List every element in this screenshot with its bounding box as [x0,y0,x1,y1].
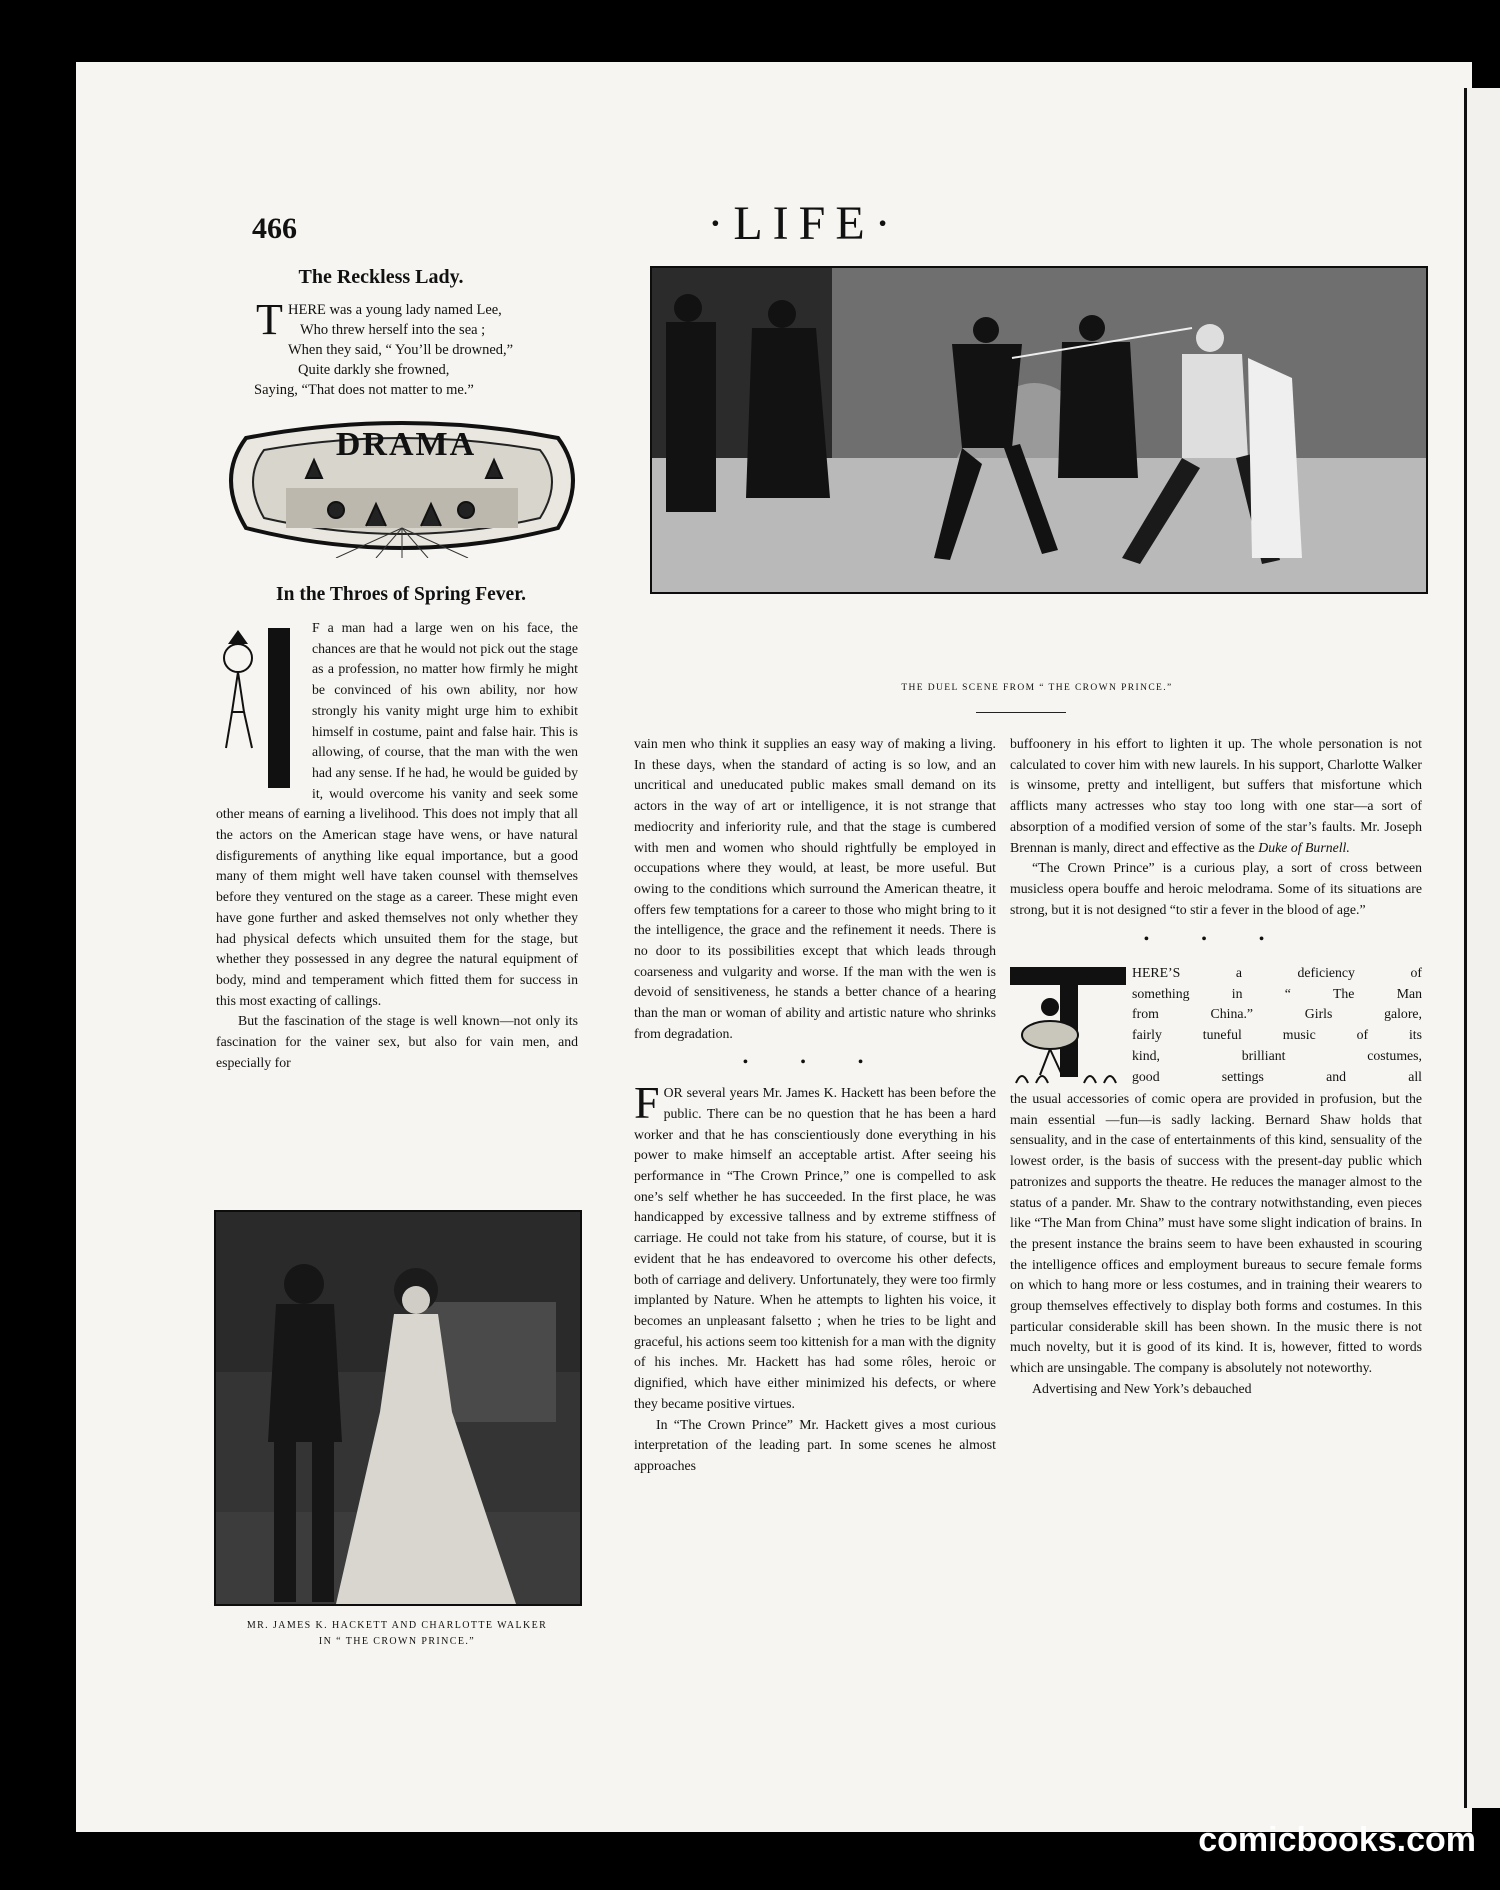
dropcap-block [1010,963,1422,1089]
poem-line: When they said, “ You’ll be drowned,” [288,342,514,358]
paragraph: But the fascination of the stage is well known—not only its fascination for the vainer sex, but also for vain men, and especially for [216,1013,578,1070]
caption-rule [976,712,1066,713]
watermark: comicbooks.com [1198,1821,1476,1859]
italic-title: Duke of Burnell. [1258,839,1350,855]
poem-line: Quite darkly she frowned, [298,362,450,378]
dropcap-letter: F [634,1077,660,1129]
section-divider-dots: • • • [742,1053,888,1071]
article-column-3 [1010,734,1422,1400]
paragraph: Advertising and New York’s debauched [1032,1380,1252,1396]
paragraph: “The Crown Prince” is a curious play, a sort of cross between musicless opera bouffe and heroic melodrama. Some of its situations are strong, but it is not designed “to stir a fever in the blood of age.” [1010,860,1422,917]
paragraph [1010,734,1422,858]
text-line: fairly tuneful music of its [1132,1027,1422,1043]
paragraph: F a man had a large wen on his face, the chances are that he would not pick out the stage as a profession, no matter how firmly he might be convinced of his own ability, nor how strongly his vanity might urge him to exhibit himself in costume, paint and false hair. This is allowing, of course, that the man with the wen had any sense. If he had, he would be guided by it, would overcome his vanity and seek some other means of earning a livelihood. This does not imply that all the actors on the American stage have wens, or have natural disfigurements of anything like equal importance, but a good many of them might well have taken counsel with themselves before they ventured on the stage as a career. These might even have gone further and asked themselves not only whether they had physical defects which unsuited them for the stage, but whether they possessed in any degree the natural equipment of body, mind and temperament which fitted them for success in this most exacting of callings. [216,620,578,1008]
text-line: something in “ The Man [1132,985,1422,1001]
poem [254,295,586,400]
jester-figure-icon [216,618,306,798]
paragraph: vain men who think it supplies an easy way of making a living. In these days, when the standard of acting is so low, and an uncritical and uneducated public makes small demand on its actors in the way of art or intelligence, it is not strange that mediocrity and inferiority rule, and that the stage is cumbered with men and women who should rightfully be employed in occupations where they would, at least, be more useful. But owing to the conditions which surround the American theatre, it offers few temptations for a career to those who might bring to it the intelligence, the grace and the refinement it needs. There is no door to its possibilities except that which leads through coarseness and vulgarity and worse. If the man with the wen is devoid of sensitiveness, he stands a better chance of a hearing than the man or woman of ability and artistic nature who shrinks from degradation. [634,736,996,1041]
hackett-walker-illustration [216,1212,580,1604]
poem-title: The Reckless Lady. [298,266,464,288]
duel-photo-caption: THE DUEL SCENE FROM “ THE CROWN PRINCE.” [901,683,1173,693]
drama-label: DRAMA [335,426,477,463]
text-line: good settings and all [1132,1068,1422,1084]
poem-line: Saying, “That does not matter to me.” [254,382,474,398]
caption-line: IN “ THE CROWN PRINCE.” [318,1636,476,1647]
article-column-1 [216,618,578,1073]
poem-line: Who threw herself into the sea ; [300,322,486,338]
dropcap-illustration-t [1010,963,1126,1089]
hackett-photo-caption [214,1618,580,1650]
paragraph-text: buffoonery in his effort to lighten it up. The whole personation is not calculated to cover him with new laurels. In his support, Charlotte Walker is winsome, pretty and intelligent, but suffers that misfortune which afflicts many actresses who stay too long with one star—a sort of absorption of a modified version of some of the star’s faults. Mr. Joseph Brennan is manly, direct and effective as the [1010,736,1422,855]
text-line: HERE’S a deficiency of [1132,965,1422,981]
paragraph: the usual accessories of comic opera are provided in profusion, but the main essential —fun—is sadly lacking. Bernard Shaw holds that sensuality, and in the case of entertainments of this kind, sensuality of the lowest order, is the basis of success with the present-day public which patronizes and supports the theatre. He reduces the manager almost to the status of a pander. Mr. Shaw to the contrary notwithstanding, even pieces like “The Man from China” must have some slight indication of brains. In the present instance the brains seem to have been exhausted in scouring the intelligence offices and employment bureaus to secure female forms on which to hang more or less costumes, and in training their wearers to group themselves effectively to display both forms and costumes. In this particular considerable skill has been shown. In the music there is not much novelty, but it is good of its kind. It is, however, fitted to words which are unsingable. The company is absolutely not noteworthy. [1010,1091,1422,1376]
text-line: from China.” Girls galore, [1132,1006,1422,1022]
article-column-2 [634,734,996,1477]
hackett-walker-photo [214,1210,582,1606]
page-number: 466 [252,212,297,245]
paragraph-text: OR several years Mr. James K. Hackett has been before the public. There can be no question that he has been a hard worker and that he has conscientiously done everything in his power to make himself an acceptable artist. After seeing his performance in “The Crown Prince,” one is compelled to ask one’s self whether he has succeeded. In the first place, he was handicapped by excessive tallness and by extreme stiffness of carriage. He could not take from his stature, of course, but it is evident that he has endeavored to overcome his other defects, both of carriage and delivery. Unfortunately, they were too firmly implanted by Nature. When he attempts to lighten his voice, it becomes an unpleasant falsetto ; when he tries to be light and graceful, his actions seem too kittenish for a man with the dignity of his inches. Mr. Hackett has had some rôles, heroic or dignified, which have either minimized his defects, or where they became positive virtues. [634,1085,996,1411]
duel-scene-photo [650,266,1428,594]
paragraph: In “The Crown Prince” Mr. Hackett gives a most curious interpretation of the leading part. In some scenes he almost approaches [634,1416,996,1473]
poem-drop-cap: T [256,295,283,344]
text-line: kind, brilliant costumes, [1132,1047,1422,1063]
dropcap-wrapped-lines [1132,963,1422,1087]
section-divider-dots: • • • [1143,931,1289,949]
caption-line: MR. JAMES K. HACKETT AND CHARLOTTE WALKER [246,1620,548,1631]
dropcap-letter [268,628,290,788]
article-title: In the Throes of Spring Fever. [276,584,526,605]
duel-scene-illustration [652,268,1426,592]
magazine-page [76,62,1472,1832]
paragraph [634,1077,996,1414]
dancer-figure-icon [1010,963,1126,1089]
dropcap-illustration-i [216,618,306,798]
poem-line: HERE was a young lady named Lee, [288,302,502,318]
drama-banner [216,418,588,558]
masthead: ·LIFE· [707,197,901,250]
adjacent-page-edge [1464,88,1500,1808]
